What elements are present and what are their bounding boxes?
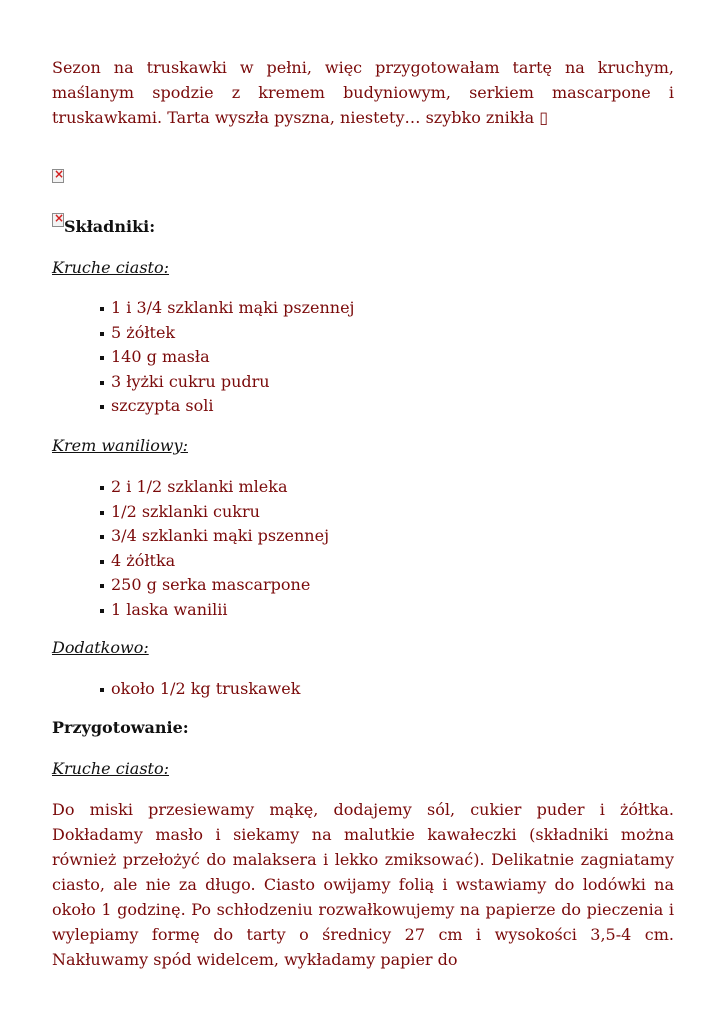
list-item: 5 żółtek: [100, 321, 355, 346]
list-item: 2 i 1/2 szklanki mleka: [100, 475, 329, 500]
missing-emoji-glyph: ▯: [539, 108, 549, 127]
list-item: 250 g serka mascarpone: [100, 573, 329, 598]
list-item: około 1/2 kg truskawek: [100, 677, 300, 702]
list-item: 1 i 3/4 szklanki mąki pszennej: [100, 296, 355, 321]
list-item: 140 g masła: [100, 345, 355, 370]
cream-ingredients-list: [100, 475, 329, 622]
preparation-crust-paragraph: Do miski przesiewamy mąkę, dodajemy sól, cukier puder i żółtka. Dokładamy masło i siekamy na malutkie kawałeczki (składniki można również przełożyć do malaksera i lekko zmiksować). Delikatnie zagniatamy ciasto, ale nie za długo. Ciasto owijamy folią i wstawiamy do lodówki na około 1 godzinę. Po schłodzeniu rozwałkowujemy na papierze do pieczenia i wylepiamy formę do tarty o średnicy 27 cm i wysokości 3,5-4 cm. Nakłuwamy spód widelcem, wykładamy papier do: [52, 800, 674, 969]
broken-image-icon: [52, 169, 64, 183]
intro-text: Sezon na truskawki w pełni, więc przygotowałam tartę na kruchym, maślanym spodzie z kremem budyniowym, serkiem mascarpone i truskawkami. Tarta wyszła pyszna, niestety… szybko znikła: [52, 58, 674, 127]
list-item: 4 żółtka: [100, 549, 329, 574]
ingredients-heading: Składniki:: [64, 217, 156, 236]
list-item: 3/4 szklanki mąki pszennej: [100, 524, 329, 549]
intro-paragraph: [52, 55, 674, 130]
list-item: 3 łyżki cukru pudru: [100, 370, 355, 395]
extra-ingredients-list: [100, 677, 300, 702]
list-item: 1 laska wanilii: [100, 598, 329, 623]
crust-ingredients-list: [100, 296, 355, 419]
list-item: 1/2 szklanki cukru: [100, 500, 329, 525]
list-item: szczypta soli: [100, 394, 355, 419]
broken-image-icon: [52, 213, 64, 227]
preparation-crust-subheading: Kruche ciasto:: [52, 759, 170, 778]
preparation-heading: Przygotowanie:: [52, 718, 189, 737]
extra-subheading: Dodatkowo:: [52, 638, 149, 657]
cream-subheading: Krem waniliowy:: [52, 436, 188, 455]
crust-subheading: Kruche ciasto:: [52, 258, 170, 277]
